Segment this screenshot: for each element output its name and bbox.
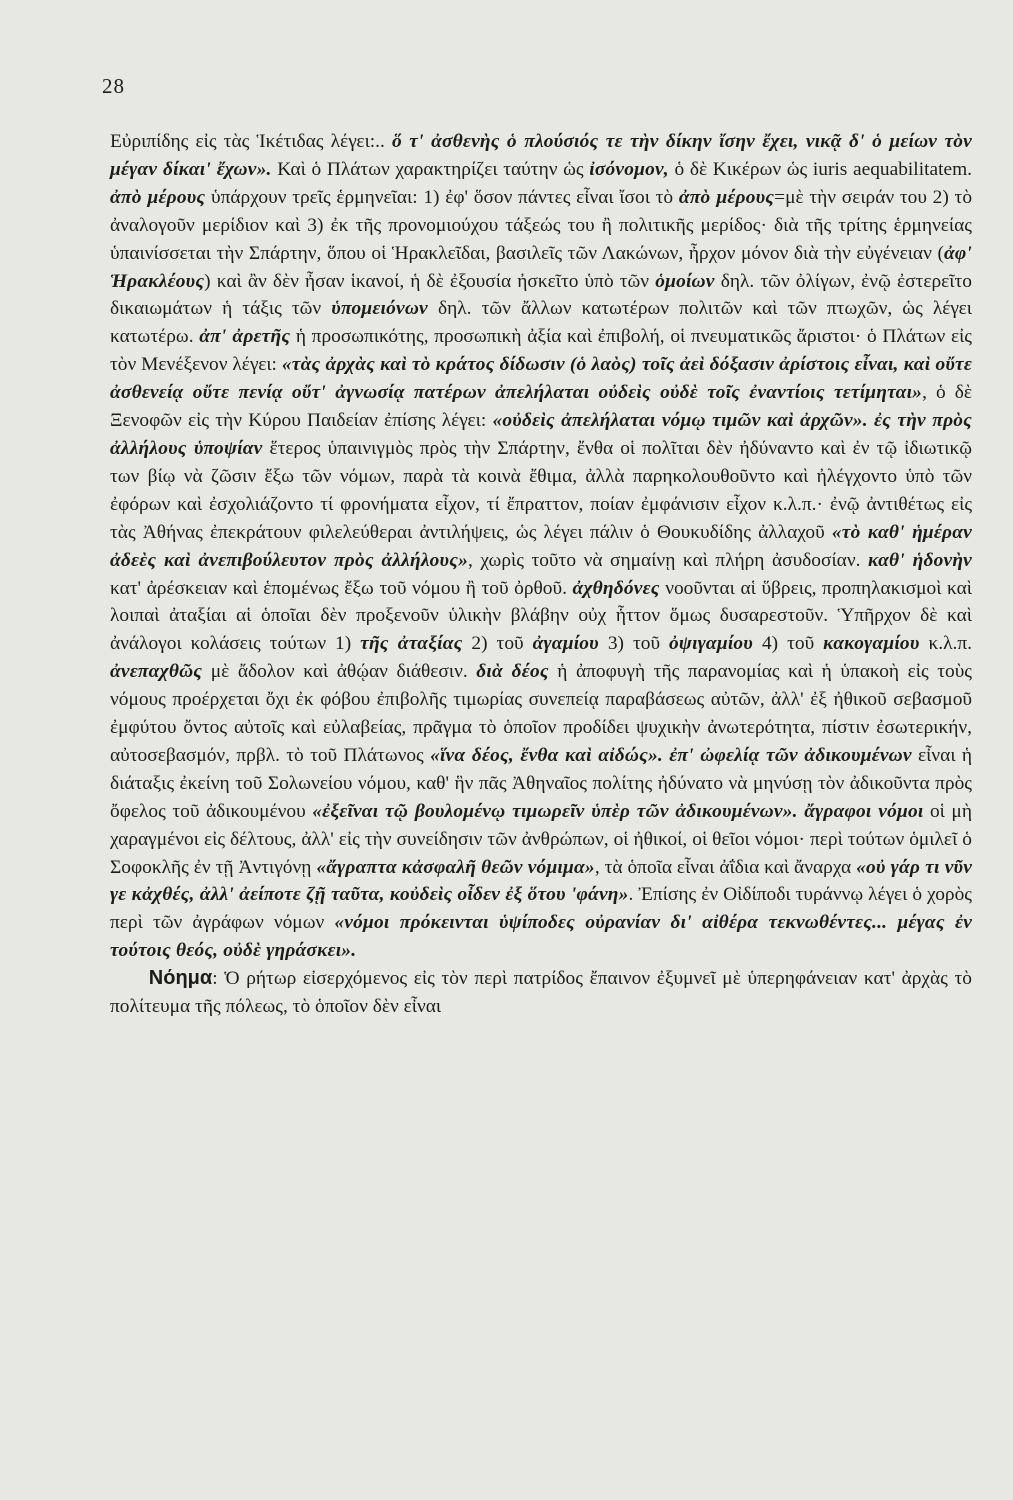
quote-emphasis: ὅ τ' ἀσθενὴς ὁ πλούσιός τε τὴν δίκην ἴσην ἔχει, νικᾷ δ' ὁ μείων τὸν μέγαν δίκαι' ἔχων».: [110, 131, 972, 180]
text-segment: νοοῦνται αἱ ὕβρεις, προπηλακισμοὶ καὶ λοιπαὶ ἀταξίαι αἱ ὁποῖαι δὲν προξενοῦν ὑλικὴν βλάβην οὐχ ἧττον ὅμως δυσαρεστοῦν. Ὑπῆρχον δὲ καὶ ἀνάλογοι κολάσεις τούτων 1): [110, 577, 973, 655]
text-segment: 2) τοῦ: [462, 633, 533, 655]
text-segment: δηλ. τῶν ἄλλων κατωτέρων πολιτῶν καὶ τῶν πτωχῶν, ὡς λέγει κατωτέρω.: [110, 298, 972, 348]
term-emphasis: ἀπ' ἀρετῆς: [199, 326, 291, 348]
term-emphasis: ἀφ' Ἡρακλέους: [110, 242, 972, 292]
text-segment: ) καὶ ἂν δὲν ἦσαν ἱκανοί, ἡ δὲ ἐξουσία ἠσκεῖτο ὑπὸ τῶν: [204, 270, 656, 292]
noima-label: Νόημα: [148, 967, 213, 990]
term-emphasis: διὰ δέος: [476, 661, 549, 683]
text-segment: ἡ προσωπικότης, προσωπικὴ ἀξία καὶ ἐπιβολή, οἱ πνευματικῶς ἄριστοι· ὁ Πλάτων εἰς τὸν Μενέξενον λέγει:: [110, 326, 972, 376]
term-emphasis: κακογαμίου: [823, 633, 920, 655]
page-number: 28: [102, 74, 125, 98]
text-segment: , ὁ δὲ Ξενοφῶν εἰς τὴν Κύρου Παιδείαν ἐπίσης λέγει:: [110, 382, 972, 432]
text-segment: ὑπάρχουν τρεῖς ἑρμηνεῖαι: 1) ἐφ' ὅσον πάντες εἶναι ἴσοι τὸ: [205, 186, 679, 208]
quote-emphasis: «οὐδεὶς ἀπελήλαται νόμῳ τιμῶν καὶ ἀρχῶν».: [492, 410, 868, 432]
text-segment: , τὰ ὁποῖα εἶναι ἀΐδια καὶ ἄναρχα: [594, 856, 857, 878]
quote-emphasis: «ἄγραπτα κἀσφαλῆ θεῶν νόμιμα»: [316, 856, 595, 878]
commentary-paragraph: [110, 128, 972, 1021]
term-emphasis: ὑπομειόνων: [331, 298, 428, 320]
text-segment: κατ' ἀρέσκειαν καὶ ἑπομένως ἔξω τοῦ νόμου ἢ τοῦ ὀρθοῦ.: [110, 577, 573, 599]
quote-emphasis: «τὸ καθ' ἡμέραν ἀδεὲς καὶ ἀνεπιβούλευτον πρὸς ἀλλήλους»: [110, 521, 972, 571]
text-segment: εἶναι ἡ διάταξις ἐκείνη τοῦ Σολωνείου νόμου, καθ' ἣν πᾶς Ἀθηναῖος πολίτης ἠδύνατο νὰ μηνύσῃ τὸν ἀδικοῦντα πρὸς ὄφελος τοῦ ἀδικουμένου: [110, 744, 973, 822]
text-segment: κ.λ.π.: [919, 633, 972, 655]
term-emphasis: ἀπὸ μέρους: [678, 186, 775, 208]
term-emphasis: ἐπ' ὠφελίᾳ τῶν ἀδικουμένων: [669, 744, 912, 766]
text-segment: 4) τοῦ: [753, 633, 824, 655]
term-emphasis: ἀχθηδόνες: [572, 577, 660, 599]
text-segment: ὁ δὲ Κικέρων ὡς iuris aequabilitatem.: [668, 158, 972, 180]
quote-emphasis: «νόμοι πρόκεινται ὑψίποδες οὐρανίαν δι' αἰθέρα τεκνωθέντες... μέγας ἐν τούτοις θεός, οὐδὲ γηράσκει».: [110, 912, 972, 962]
term-emphasis: ὀψιγαμίου: [669, 633, 754, 655]
text-segment: 3) τοῦ: [598, 633, 670, 655]
term-emphasis: καθ' ἡδονὴν: [868, 549, 972, 571]
quote-emphasis: «οὐ γάρ τι νῦν γε κἀχθές, ἀλλ' ἀείποτε ζῇ ταῦτα, κοὐδεὶς οἶδεν ἐξ ὅτου 'φάνη»: [110, 856, 973, 906]
term-emphasis: ἄγραφοι νόμοι: [804, 800, 924, 822]
term-emphasis: τῆς ἀταξίας: [360, 633, 463, 655]
text-segment: . Ἐπίσης ἐν Οἰδίποδι τυράννῳ λέγει ὁ χορὸς περὶ τῶν ἀγράφων νόμων: [110, 884, 972, 934]
text-segment: , χωρὶς τοῦτο νὰ σημαίνῃ καὶ πλήρη ἀσυδοσίαν.: [467, 549, 869, 571]
quote-emphasis: «ἵνα δέος, ἔνθα καὶ αἰδώς».: [430, 744, 663, 766]
text-segment: =μὲ τὴν σειράν του 2) τὸ ἀναλογοῦν μερίδιον καὶ 3) ἐκ τῆς προνομιούχου τάξεώς του ἢ πολιτικῆς μερίδος· διὰ τῆς τρίτης ἑρμηνείας ὑπαινίσσεται τὴν Σπάρτην, ὅπου οἱ Ἡρακλεῖδαι, βασιλεῖς τῶν Λακώνων, ἦρχον μόνον διὰ τὴν εὐγένειαν (: [110, 186, 973, 264]
quote-emphasis: «ἐξεῖναι τῷ βουλομένῳ τιμωρεῖν ὑπὲρ τῶν ἀδικουμένων».: [312, 800, 798, 822]
text-segment: Εὐριπίδης εἰς τὰς Ἱκέτιδας λέγει:..: [110, 131, 393, 152]
text-segment: δηλ. τῶν ὀλίγων, ἐνῷ ἐστερεῖτο δικαιωμάτων ἡ τάξις τῶν: [110, 270, 972, 320]
text-segment: μὲ ἄδολον καὶ ἀθῴαν διάθεσιν.: [202, 661, 477, 683]
text-segment: οἱ μὴ χαραγμένοι εἰς δέλτους, ἀλλ' εἰς τὴν συνείδησιν τῶν ἀνθρώπων, οἱ ἠθικοί, οἱ θεῖοι νόμοι· περὶ τούτων ὁμιλεῖ ὁ Σοφοκλῆς ἐν τῇ Ἀντιγόνῃ: [110, 800, 972, 878]
term-emphasis: ἀνεπαχθῶς: [110, 661, 203, 683]
term-emphasis: ὁμοίων: [655, 270, 715, 292]
term-emphasis: ἀπὸ μέρους: [110, 186, 206, 208]
term-emphasis: ἐς τὴν πρὸς ἀλλήλους ὑποψίαν: [110, 410, 973, 459]
quote-emphasis: «τὰς ἀρχὰς καὶ τὸ κράτος δίδωσιν (ὁ λαὸς) τοῖς ἀεὶ δόξασιν ἀρίστοις εἶναι, καὶ οὔτε ἀσθενείᾳ οὔτε πενίᾳ οὔτ' ἀγνωσίᾳ πατέρων ἀπελήλαται οὐδεὶς οὐδὲ τοῖς ἐναντίοις τετίμηται»: [110, 354, 972, 404]
term-emphasis: ἀγαμίου: [532, 633, 599, 655]
text-segment: ἕτερος ὑπαινιγμὸς πρὸς τὴν Σπάρτην, ἔνθα οἱ πολῖται δὲν ἠδύναντο καὶ ἐν τῷ ἰδιωτικῷ των βίῳ νὰ ζῶσιν ἔξω τῶν νόμων, παρὰ τὰ κοινὰ ἔθιμα, ἀλλὰ παρηκολουθοῦντο καὶ ἠλέγχοντο ὑπὸ τῶν ἐφόρων καὶ ἐσχολιάζοντο τί φρονήματα εἶχον, τί ἔπραττον, ποίαν ἐμφάνισιν εἶχον κ.λ.π.· ἐνῷ ἀντιθέτως εἰς τὰς Ἀθήνας ἐπεκράτουν φιλελεύθεραι ἀντιλήψεις, ὡς λέγει πάλιν ὁ Θουκυδίδης ἀλλαχοῦ: [110, 437, 972, 543]
text-segment: ἡ ἀποφυγὴ τῆς παρανομίας καὶ ἡ ὑπακοὴ εἰς τοὺς νόμους προέρχεται ὄχι ἐκ φόβου ἐπιβολῆς τιμωρίας συνεπείᾳ παραβάσεως αὐτῶν, ἀλλ' ἐξ ἠθικοῦ σεβασμοῦ ἐμφύτου ὄντος αὐτοῖς καὶ εὐλαβείας, πρᾶγμα τὸ ὁποῖον προδίδει ψυχικὴν ἀνωτερότητα, πίστιν ἐσωτερικήν, αὐτοσεβασμόν, πρβλ. τὸ τοῦ Πλάτωνος: [110, 661, 972, 766]
noima-text: : Ὁ ρήτωρ εἰσερχόμενος εἰς τὸν περὶ πατρίδος ἔπαινον ἐξυμνεῖ μὲ ὑπερηφάνειαν κατ' ἀρχὰς τὸ πολίτευμα τῆς πόλεως, τὸ ὁποῖον δὲν εἶναι: [110, 968, 972, 1018]
term-emphasis: ἰσόνομον,: [589, 158, 669, 180]
text-segment: Καὶ ὁ Πλάτων χαρακτηρίζει ταύτην ὡς: [271, 158, 590, 180]
